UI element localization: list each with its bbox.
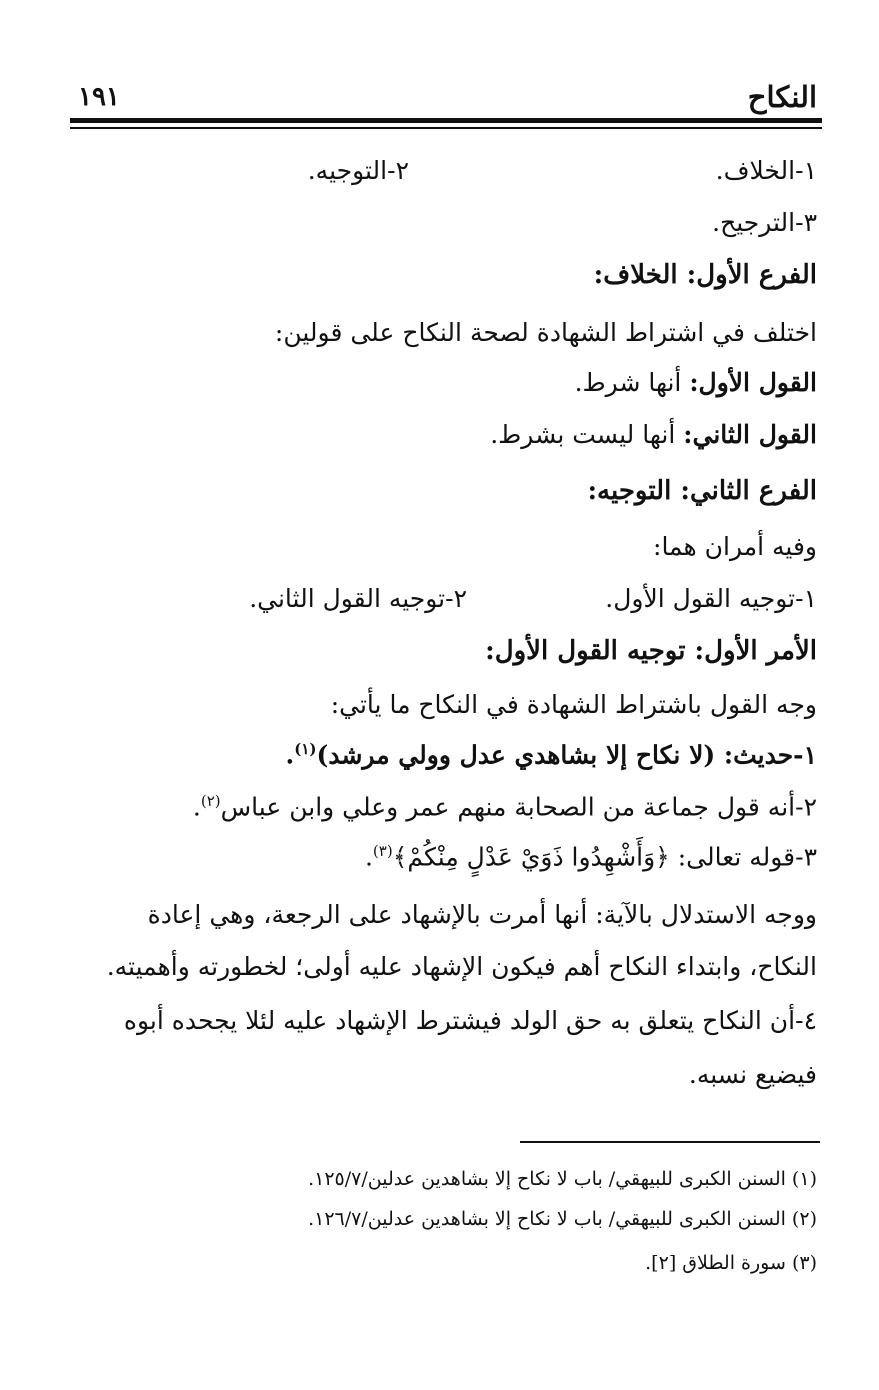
footnote-1: (١) السنن الكبرى للبيهقي/ باب لا نكاح إلا بشاهدين عدلين/١٢٥/٧. — [308, 1168, 817, 1190]
opinion-1-label: القول الأول: — [689, 368, 817, 397]
point-3: ٣-قوله تعالى: ﴿وَأَشْهِدُوا ذَوَيْ عَدْلٍ مِنْكُمْ﴾$^{(٣)}$. — [364, 842, 817, 872]
footnote-ref-3: (٣) — [372, 842, 393, 860]
section-1-heading: الفرع الأول: الخلاف: — [593, 260, 817, 290]
outline-item-1: ١-الخلاف. — [715, 156, 817, 185]
matter-1-heading: الأمر الأول: توجيه القول الأول: — [485, 636, 817, 666]
outline-item-2: ٢-التوجيه. — [307, 156, 409, 185]
footnote-ref-2: (٢) — [200, 792, 221, 810]
point-2-text: ٢-أنه قول جماعة من الصحابة منهم عمر وعلي وابن عباس — [220, 792, 817, 822]
opinion-1-text: أنها شرط. — [574, 368, 690, 397]
header-rule-thick — [70, 118, 822, 123]
page-number: ١٩١ — [78, 82, 120, 112]
footnote-2: (٢) السنن الكبرى للبيهقي/ باب لا نكاح إلا بشاهدين عدلين/١٢٦/٧. — [308, 1208, 817, 1230]
inference-line-2: النكاح، وابتداء النكاح أهم فيكون الإشهاد عليه أولى؛ لخطورته وأهميته. — [106, 952, 817, 981]
opinion-2 — [490, 420, 817, 450]
point-4-line-2: فيضيع نسبه. — [688, 1060, 817, 1089]
section-2-heading: الفرع الثاني: التوجيه: — [587, 476, 817, 506]
section-2-intro: وفيه أمران هما: — [653, 532, 817, 561]
outline-item-3: ٣-الترجيح. — [712, 208, 817, 237]
footnote-rule — [520, 1141, 820, 1143]
matter-1-item: ١-توجيه القول الأول. — [605, 584, 817, 613]
opinion-1 — [575, 368, 817, 398]
inference-line-1: ووجه الاستدلال بالآية: أنها أمرت بالإشهاد على الرجعة، وهي إعادة — [147, 900, 817, 929]
footnote-ref-1: (١) — [294, 740, 317, 758]
point-2: ٢-أنه قول جماعة من الصحابة منهم عمر وعلي وابن عباس$^{(٢)}$. — [192, 792, 817, 822]
point-4-line-1: ٤-أن النكاح يتعلق به حق الولد فيشترط الإشهاد عليه لئلا يجحده أبوه — [123, 1006, 817, 1035]
point-1: ١-حديث: (لا نكاح إلا بشاهدي عدل وولي مرشد)$^{(١)}$. — [285, 740, 817, 770]
footnote-3: (٣) سورة الطلاق [٢]. — [645, 1252, 817, 1274]
matter-2-item: ٢-توجيه القول الثاني. — [249, 584, 467, 613]
point-1-text: ١-حديث: (لا نكاح إلا بشاهدي عدل وولي مرشد) — [316, 740, 817, 770]
opinion-2-text: أنها ليست بشرط. — [490, 420, 684, 449]
opinion-2-label: القول الثاني: — [683, 420, 817, 449]
chapter-title: النكاح — [747, 80, 817, 114]
header-rule-thin — [70, 127, 822, 129]
section-1-intro: اختلف في اشتراط الشهادة لصحة النكاح على قولين: — [274, 318, 817, 347]
matter-1-intro: وجه القول باشتراط الشهادة في النكاح ما يأتي: — [330, 690, 817, 719]
point-3-text: ٣-قوله تعالى: ﴿وَأَشْهِدُوا ذَوَيْ عَدْلٍ مِنْكُمْ﴾ — [392, 842, 817, 872]
